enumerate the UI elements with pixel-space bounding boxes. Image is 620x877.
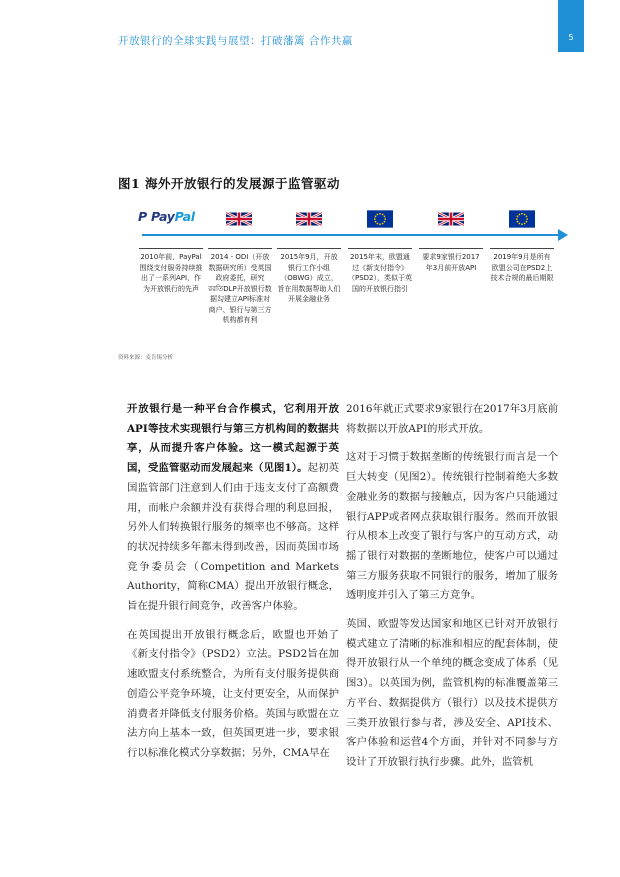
timeline-event: 2015年9月，开放银行工作小组（OBWG）成立，旨在用数据帮助人们开展金融业务 <box>277 248 341 305</box>
paragraph <box>127 400 339 617</box>
body-column-left <box>127 400 339 773</box>
timeline-axis <box>142 234 562 236</box>
page-number: 5 <box>568 33 574 42</box>
paragraph: 英国、欧盟等发达国家和地区已针对开放银行模式建立了清晰的标准和相应的配套体制，使得开放银行从一个单纯的概念变成了体系（见图3）。以英国为例，监管机构的标准覆盖第三方平台、数据提供方（银行）以及技术提供方三类开放银行参与者，涉及安全、API技术、客户体验和运营4个方面，并针对不同参与方设计了开放银行执行步骤。此外，监管机 <box>346 618 558 768</box>
figure-source: 资料来源：麦肯锡分析 <box>118 355 174 361</box>
eu-flag-icon <box>509 210 535 228</box>
paypal-mark: P <box>138 209 147 224</box>
body-column-right <box>346 400 558 782</box>
timeline-event: 要求9家银行2017年3月前开放API <box>419 248 483 273</box>
paypal-word-pay: Pay <box>150 209 175 224</box>
paragraph-text: 起初英国监管部门注意到人们由于违支支付了高额费用，而帐户余额并没有获得合理的利息回报，另外人们转换银行服务的频率也不够高。这样的状况持续多年都未得到改善，因而英国市场竞争委员会（Competition and Markets Authority，简称CMA）提出开放银行概念，旨在提升银行间竞争，改善客户体验。 <box>127 462 339 613</box>
uk-flag-icon <box>296 210 322 228</box>
running-header: 开放银行的全球实践与展望：打破藩篱 合作共赢 <box>118 35 353 47</box>
timeline-event: 2015年末，欧盟通过《新支付指令》（PSD2），类似于英国的开放银行指引 <box>348 248 412 294</box>
lead-text: 开放银行是一种平台合作模式，它利用开放API等技术实现银行与第三方机构间的数据共享，从而提升客户体验。这一模式起源于英国，受监管驱动而发展起来（见图1）。 <box>127 403 339 475</box>
eu-flag-icon <box>367 210 393 228</box>
timeline-arrow <box>558 229 568 241</box>
timeline-figure <box>118 200 578 370</box>
paragraph: 在英国提出开放银行概念后，欧盟也开始了《新支付指令》（PSD2）立法。PSD2旨在加速欧盟支付系统整合，为所有支付服务提供商创造公平竞争环境，让支付更安全，从而保护消费者并降低支付服务价格。英国与欧盟在立法方向上基本一致，但英国更进一步，要求银行以标准化模式分享数据；另外，CMA早在 <box>127 628 339 759</box>
paragraph: 这对于习惯于数据垄断的传统银行而言是一个巨大转变（见图2）。传统银行控制着绝大多数金融业务的数据与接触点，因为客户只能通过银行APP或者网点获取银行服务。然而开放银行从根本上改变了银行与客户的互动方式，动摇了银行对数据的垄断地位，使客户可以通过第三方服务获取不同银行的服务，增加了服务透明度并引入了第三方竞争。 <box>346 451 558 602</box>
paypal-word-pal: Pal <box>174 209 195 224</box>
timeline-event: 2010年前，PayPal围绕支付服务持续推出了一系列API，作为开放银行的先声 <box>139 248 203 294</box>
page-number-tab <box>558 0 584 52</box>
uk-flag-icon <box>438 210 464 228</box>
uk-flag-icon <box>226 210 252 228</box>
paypal-logo <box>138 209 195 224</box>
paragraph: 2016年就正式要求9家银行在2017年3月底前将数据以开放API的形式开放。 <box>346 403 558 435</box>
timeline-event: 2014 - ODI（开放数据研究所）受英国政府委托，研究ররতিDLP开放银行数据勾建立API标准对商户、银行与第三方机构都有利 <box>208 248 272 326</box>
figure-title: 图1 海外开放银行的发展源于监管驱动 <box>118 176 341 191</box>
timeline-event: 2019年9月是所有欧盟公司在PSD2上技术合规的最后期限 <box>490 248 554 284</box>
